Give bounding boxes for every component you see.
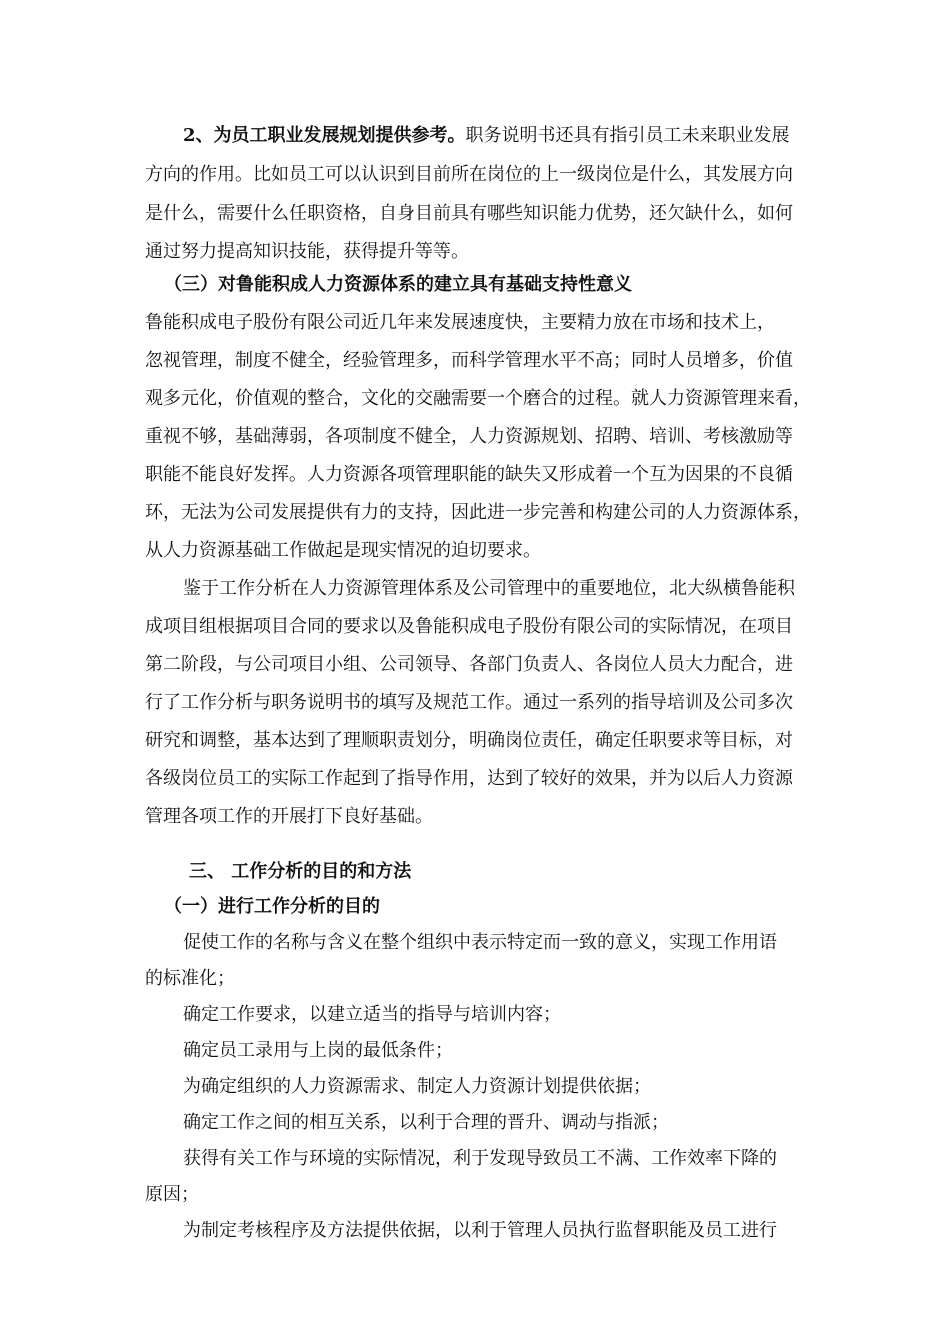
subheading-job-analysis-purpose: （一）进行工作分析的目的 — [164, 896, 380, 917]
paragraph-career-line-4: 通过努力提高知识技能，获得提升等等。 — [145, 241, 469, 262]
purpose-item-6-line-2: 原因； — [145, 1184, 199, 1205]
paragraph-project-line-5: 研究和调整，基本达到了理顺职责划分，明确岗位责任，确定任职要求等目标，对 — [145, 730, 793, 751]
purpose-item-5: 确定工作之间的相互关系，以利于合理的晋升、调动与指派； — [183, 1112, 669, 1133]
paragraph-company-line-6: 环，无法为公司发展提供有力的支持，因此进一步完善和构建公司的人力资源体系， — [145, 502, 811, 523]
paragraph-project-line-6: 各级岗位员工的实际工作起到了指导作用，达到了较好的效果，并为以后人力资源 — [145, 768, 793, 789]
paragraph-company-line-3: 观多元化，价值观的整合，文化的交融需要一个磨合的过程。就人力资源管理来看， — [145, 388, 811, 409]
purpose-item-1-line-1: 促使工作的名称与含义在整个组织中表示特定而一致的意义，实现工作用语 — [183, 932, 777, 953]
purpose-item-3: 确定员工录用与上岗的最低条件； — [183, 1040, 453, 1061]
paragraph-project-line-1: 鉴于工作分析在人力资源管理体系及公司管理中的重要地位，北大纵横鲁能积 — [183, 578, 795, 599]
paragraph-career-line-1-rest: 职务说明书还具有指引员工未来职业发展 — [465, 125, 790, 146]
paragraph-company-line-7: 从人力资源基础工作做起是现实情况的迫切要求。 — [145, 540, 541, 561]
paragraph-company-line-2: 忽视管理，制度不健全，经验管理多，而科学管理水平不高；同时人员增多，价值 — [145, 350, 793, 371]
purpose-item-7-line-1: 为制定考核程序及方法提供依据，以利于管理人员执行监督职能及员工进行 — [183, 1220, 777, 1241]
paragraph-project-line-3: 第二阶段，与公司项目小组、公司领导、各部门负责人、各岗位人员大力配合，进 — [145, 654, 793, 675]
paragraph-company-line-5: 职能不能良好发挥。人力资源各项管理职能的缺失又形成着一个互为因果的不良循 — [145, 464, 793, 485]
section-title-job-analysis: 三、 工作分析的目的和方法 — [189, 861, 412, 882]
purpose-item-1-line-2: 的标准化； — [145, 968, 235, 989]
paragraph-career-line-3: 是什么，需要什么任职资格，自身目前具有哪些知识能力优势，还欠缺什么，如何 — [145, 203, 793, 224]
heading-foundation-support: （三）对鲁能积成人力资源体系的建立具有基础支持性意义 — [164, 274, 632, 295]
paragraph-project-line-7: 管理各项工作的开展打下良好基础。 — [145, 806, 433, 827]
paragraph-company-line-1: 鲁能积成电子股份有限公司近几年来发展速度快，主要精力放在市场和技术上， — [145, 312, 775, 333]
paragraph-career-line-1 — [183, 124, 790, 148]
paragraph-project-line-4: 行了工作分析与职务说明书的填写及规范工作。通过一系列的指导培训及公司多次 — [145, 692, 793, 713]
purpose-item-2: 确定工作要求，以建立适当的指导与培训内容； — [183, 1004, 561, 1025]
paragraph-company-line-4: 重视不够，基础薄弱，各项制度不健全，人力资源规划、招聘、培训、考核激励等 — [145, 426, 793, 447]
paragraph-career-line-2: 方向的作用。比如员工可以认识到目前所在岗位的上一级岗位是什么，其发展方向 — [145, 164, 793, 185]
paragraph-career-lead: 2、为员工职业发展规划提供参考。 — [183, 125, 466, 146]
paragraph-project-line-2: 成项目组根据项目合同的要求以及鲁能积成电子股份有限公司的实际情况，在项目 — [145, 616, 793, 637]
purpose-item-4: 为确定组织的人力资源需求、制定人力资源计划提供依据； — [183, 1076, 651, 1097]
purpose-item-6-line-1: 获得有关工作与环境的实际情况，利于发现导致员工不满、工作效率下降的 — [183, 1148, 777, 1169]
